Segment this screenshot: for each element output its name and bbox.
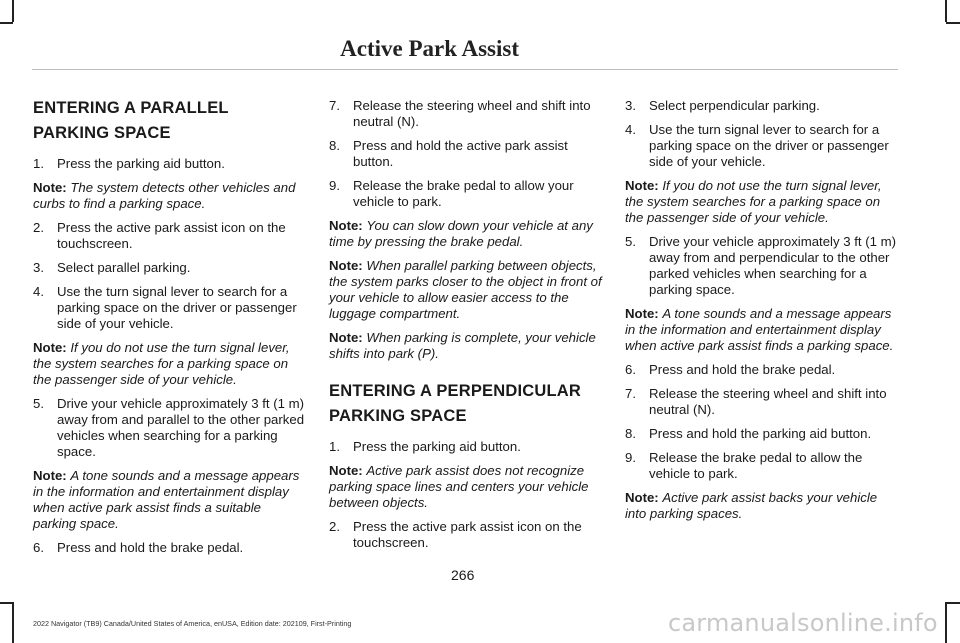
note-label: Note: — [625, 178, 659, 193]
list-item — [625, 362, 899, 378]
list-item — [625, 386, 899, 418]
step-number: 7. — [329, 98, 340, 113]
column-3 — [625, 98, 899, 530]
spacer — [329, 370, 603, 379]
crop-mark — [946, 22, 960, 24]
note-text: Active park assist backs your vehicle into parking spaces. — [625, 490, 878, 521]
header-rule — [32, 69, 898, 70]
list-item — [33, 220, 307, 252]
step-text: Press the active park assist icon on the touchscreen. — [57, 220, 286, 251]
note — [33, 468, 307, 532]
step-text: Press the active park assist icon on the touchscreen. — [353, 519, 582, 550]
step-number: 1. — [329, 439, 340, 454]
note-label: Note: — [33, 180, 67, 195]
list-item — [625, 426, 899, 442]
note — [625, 490, 899, 522]
note-text: Active park assist does not recognize parking space lines and centers your vehicle between objects. — [329, 463, 589, 510]
list-item — [33, 396, 307, 460]
list-item — [33, 156, 307, 172]
note-text: If you do not use the turn signal lever, the system searches for a parking space on the passenger side of your vehicle. — [33, 340, 290, 387]
list-item — [329, 98, 603, 130]
step-number: 6. — [625, 362, 636, 377]
watermark: carmanualsonline.info — [668, 609, 938, 637]
note — [33, 340, 307, 388]
step-text: Press and hold the active park assist button. — [353, 138, 568, 169]
step-text: Use the turn signal lever to search for a parking space on the driver or passenger side of your vehicle. — [57, 284, 297, 331]
crop-mark — [945, 602, 947, 643]
crop-mark — [0, 22, 13, 24]
note-label: Note: — [33, 468, 67, 483]
note-text: When parking is complete, your vehicle shifts into park (P). — [329, 330, 596, 361]
step-number: 8. — [625, 426, 636, 441]
step-number: 5. — [33, 396, 44, 411]
note — [329, 463, 603, 511]
note-text: When parallel parking between objects, the system parks closer to the object in front of your vehicle to allow easier access to the luggage compartment. — [329, 258, 602, 321]
page-number: 266 — [451, 567, 475, 583]
step-text: Release the steering wheel and shift into neutral (N). — [649, 386, 887, 417]
note-label: Note: — [625, 490, 659, 505]
list-item — [33, 284, 307, 332]
note — [33, 180, 307, 212]
list-item — [329, 138, 603, 170]
step-number: 5. — [625, 234, 636, 249]
step-number: 4. — [625, 122, 636, 137]
note — [329, 218, 603, 250]
step-text: Press and hold the parking aid button. — [649, 426, 872, 441]
list-item — [329, 519, 603, 551]
section-heading-perpendicular: ENTERING A PERPENDICULAR PARKING SPACE — [329, 382, 582, 425]
note-text: A tone sounds and a message appears in the information and entertainment display when active park assist finds a suitable parking space. — [33, 468, 300, 531]
step-number: 2. — [33, 220, 44, 235]
column-2 — [329, 98, 603, 559]
crop-mark — [946, 602, 960, 604]
step-text: Select perpendicular parking. — [649, 98, 820, 113]
list-item — [33, 540, 307, 556]
header-title: Active Park Assist — [340, 36, 519, 61]
step-text: Release the steering wheel and shift into neutral (N). — [353, 98, 591, 129]
note-text: The system detects other vehicles and curbs to find a parking space. — [33, 180, 296, 211]
step-text: Release the brake pedal to allow the vehicle to park. — [649, 450, 863, 481]
step-number: 2. — [329, 519, 340, 534]
step-number: 3. — [33, 260, 44, 275]
step-number: 7. — [625, 386, 636, 401]
step-text: Use the turn signal lever to search for a parking space on the driver or passenger side of your vehicle. — [649, 122, 889, 169]
list-item — [329, 178, 603, 210]
list-item — [625, 450, 899, 482]
note-label: Note: — [329, 258, 363, 273]
step-number: 9. — [625, 450, 636, 465]
list-item — [625, 234, 899, 298]
step-text: Press and hold the brake pedal. — [57, 540, 244, 555]
note-label: Note: — [33, 340, 67, 355]
note-text: A tone sounds and a message appears in the information and entertainment display when active park assist finds a parking space. — [625, 306, 894, 353]
step-number: 9. — [329, 178, 340, 193]
footer-edition: 2022 Navigator (TB9) Canada/United States of America, enUSA, Edition date: 202109, First-Printing — [33, 619, 352, 628]
note-label: Note: — [329, 330, 363, 345]
note-label: Note: — [329, 463, 363, 478]
column-1 — [33, 96, 307, 564]
crop-mark — [12, 602, 14, 643]
note — [625, 178, 899, 226]
list-item — [329, 439, 603, 455]
step-text: Drive your vehicle approximately 3 ft (1 m) away from and perpendicular to the other parked vehicles when searching for a parking space. — [649, 234, 896, 297]
step-number: 8. — [329, 138, 340, 153]
crop-mark — [0, 602, 13, 604]
note-label: Note: — [329, 218, 363, 233]
list-item — [625, 122, 899, 170]
crop-mark — [945, 0, 947, 22]
step-number: 3. — [625, 98, 636, 113]
note — [329, 258, 603, 322]
crop-mark — [12, 0, 14, 22]
step-text: Press the parking aid button. — [353, 439, 521, 454]
step-number: 6. — [33, 540, 44, 555]
section-heading-parallel: ENTERING A PARALLEL PARKING SPACE — [33, 99, 229, 142]
list-item — [625, 98, 899, 114]
step-text: Select parallel parking. — [57, 260, 191, 275]
step-number: 1. — [33, 156, 44, 171]
step-text: Press the parking aid button. — [57, 156, 225, 171]
note-text: If you do not use the turn signal lever, the system searches for a parking space on the passenger side of your vehicle. — [625, 178, 882, 225]
note — [329, 330, 603, 362]
note-text: You can slow down your vehicle at any time by pressing the brake pedal. — [329, 218, 593, 249]
note — [625, 306, 899, 354]
step-text: Press and hold the brake pedal. — [649, 362, 836, 377]
note-label: Note: — [625, 306, 659, 321]
step-text: Release the brake pedal to allow your vehicle to park. — [353, 178, 574, 209]
step-number: 4. — [33, 284, 44, 299]
list-item — [33, 260, 307, 276]
step-text: Drive your vehicle approximately 3 ft (1 m) away from and parallel to the other parked vehicles when searching for a parking space. — [57, 396, 305, 459]
